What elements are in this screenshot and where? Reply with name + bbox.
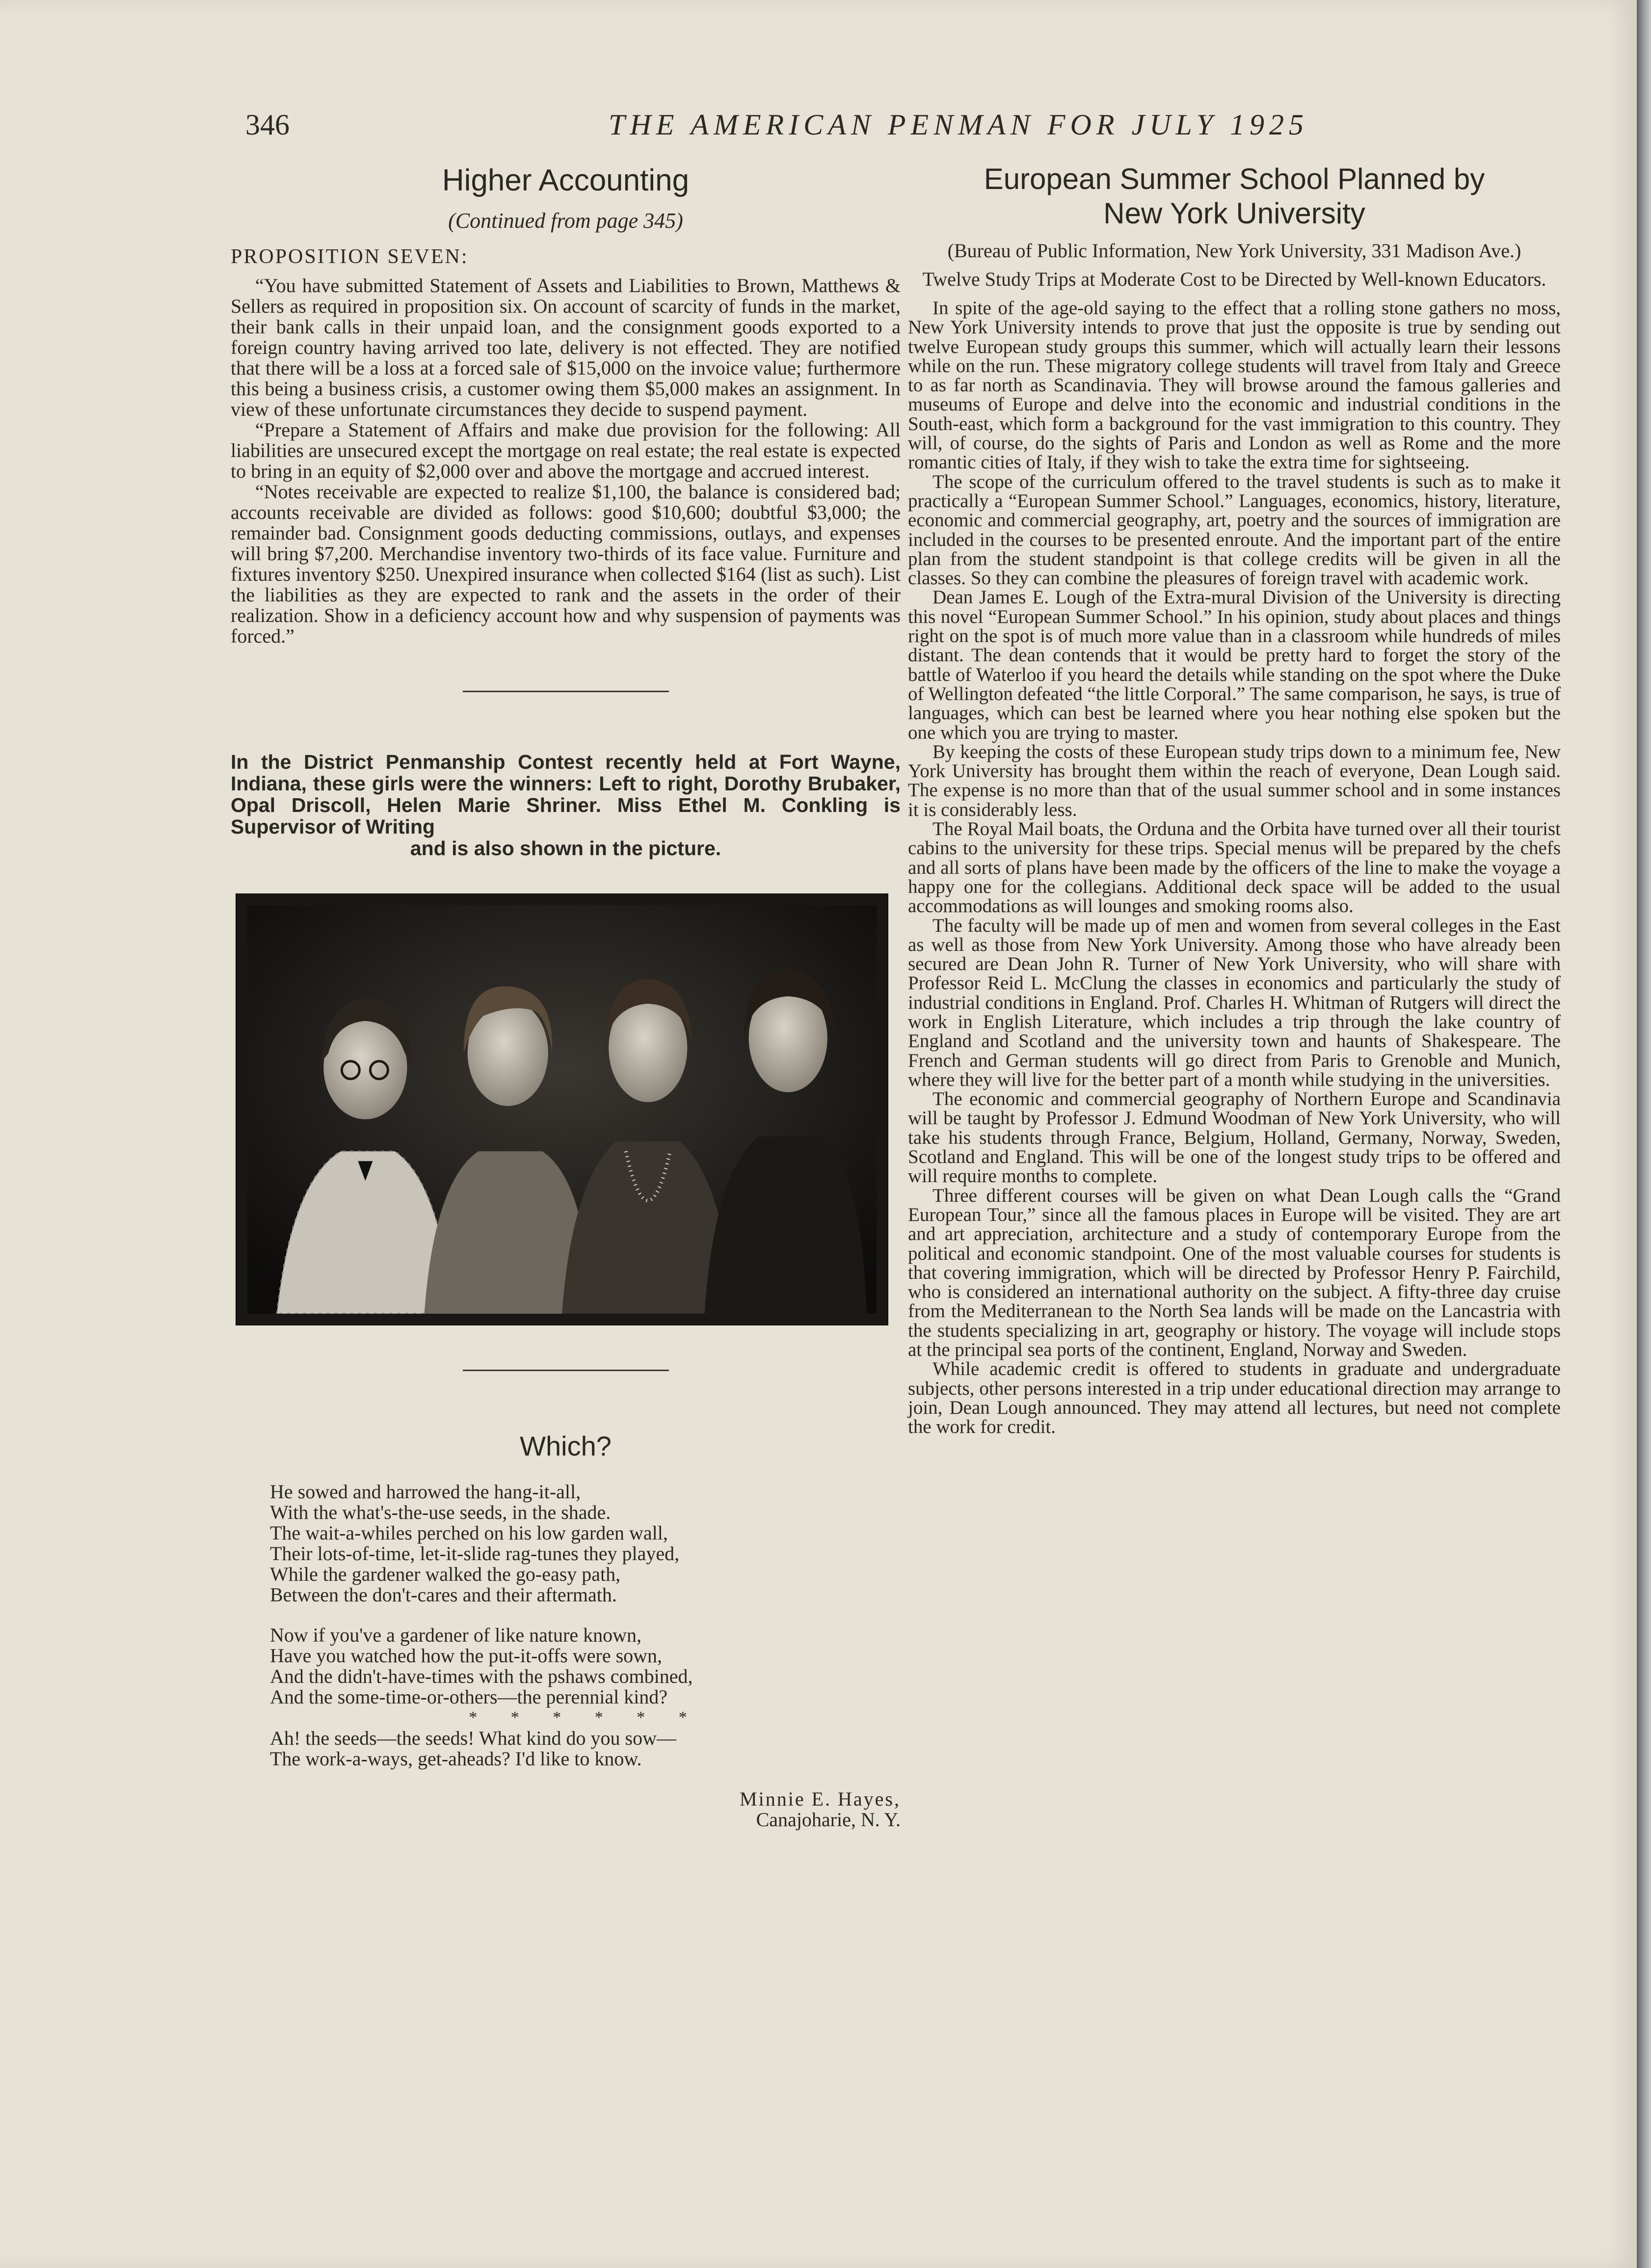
european-paragraph: The Royal Mail boats, the Orduna and the Orbita have turned over all their tourist cabins to the university for these trips. Special menus will be prepared by the chefs and all sorts of plans have been made by the officers of the line to make the voyage a happy one for the collegians. Additional deck space will be added to the usual accommodations as will lounges and smoking rooms also. bbox=[908, 818, 1561, 917]
contest-caption-last: and is also shown in the picture. bbox=[410, 837, 721, 860]
poem-line: And the didn't-have-times with the pshaws combined, bbox=[270, 1665, 693, 1687]
european-title-line: New York University bbox=[1103, 197, 1365, 230]
contest-caption-text: In the District Penmanship Contest recently held at Fort Wayne, Indiana, these girls were the winners: Left to right, Dorothy Brubaker, Opal Driscoll, Helen Marie Shriner. Miss Ethel M. Conkling is Supervisor of Writing bbox=[231, 751, 901, 838]
poem-stanza bbox=[270, 1625, 901, 1707]
right-column bbox=[908, 162, 1561, 1437]
european-paragraph: By keeping the costs of these European study trips down to a minimum fee, New York University has brought them within the reach of everyone, Dean Lough said. The expense is no more than that of the usual summer school and in some instances it is considerably less. bbox=[908, 741, 1561, 820]
poem-author: Minnie E. Hayes, bbox=[740, 1788, 901, 1810]
poem-line: And the some-time-or-others—the perennial kind? bbox=[270, 1686, 668, 1708]
contest-caption bbox=[231, 751, 901, 859]
poem-line: Have you watched how the put-it-offs were sown, bbox=[270, 1645, 663, 1667]
binding-edge bbox=[1637, 0, 1651, 2268]
poem-signature bbox=[270, 1789, 901, 1830]
european-paragraph: Dean James E. Lough of the Extra-mural Division of the University is directing this novel “European Summer School.” In his opinion, study about places and things right on the spot is of much more value than in a classroom while hundreds of miles distant. The dean contends that it would be pretty hard to forget the story of the battle of Waterloo if you heard the details while standing on the spot where the Duke of Wellington defeated “the little Corporal.” The same comparison, he says, is true of languages, which can best be learned where you hear nothing else spoken but the one which you are trying to master. bbox=[908, 587, 1561, 743]
poem-line: The work-a-ways, get-aheads? I'd like to know. bbox=[270, 1748, 642, 1770]
running-header bbox=[245, 108, 1308, 152]
continued-note: (Continued from page 345) bbox=[448, 209, 683, 233]
european-body bbox=[908, 298, 1561, 1437]
accounting-paragraph: “You have submitted Statement of Assets and Liabilities to Brown, Matthews & Sellers as required in proposition six. On account of scarcity of funds in the market, their bank calls in their unpaid loan, and the consignment goods exported to a foreign country having arrived too late, delivery is not effected. They are notified that there will be a loss at a forced sale of $15,000 on the invoice value; furthermore this being a business crisis, a customer owing them $5,000 makes an assignment. In view of these unfortunate circumstances they decide to suspend payment. bbox=[231, 274, 901, 420]
proposition-heading: PROPOSITION SEVEN: bbox=[231, 245, 469, 268]
poem-line: Now if you've a gardener of like nature known, bbox=[270, 1624, 641, 1646]
accounting-title: Higher Accounting bbox=[442, 163, 690, 197]
poem-stanza bbox=[270, 1482, 901, 1605]
poem-line: The wait-a-whiles perched on his low garden wall, bbox=[270, 1522, 668, 1544]
european-paragraph: The economic and commercial geography of Northern Europe and Scandinavia will be taught by Professor J. Edmund Woodman of New York University, who will take his students through France, Belgium, Holland, Germany, Norway, Sweden, Scotland and England. This will be one of the longest study trips to be offered and will require months to complete. bbox=[908, 1088, 1561, 1187]
poem-line: He sowed and harrowed the hang-it-all, bbox=[270, 1481, 581, 1503]
european-paragraph: Three different courses will be given on what Dean Lough calls the “Grand European Tour,” since all the famous places in Europe will be visited. They are art and art appreciation, architecture and a study of contemporary Europe from the political and economic standpoint. One of the most valuable courses for students is that covering immigration, which will be directed by Professor Henry P. Fairchild, who is considered an international authority on the subject. A fifty-three day cruise from the Mediterranean to the North Sea lands will be made on the Lancastria with the students specializing in art, geography or history. The voyage will include stops at the principal sea ports of the continent, England, Norway and Sweden. bbox=[908, 1185, 1561, 1361]
accounting-paragraph: “Prepare a Statement of Affairs and make due provision for the following: All liabilities are unsecured except the mortgage on real estate; the real estate is expected to bring in an equity of $2,000 over and above the mortgage and accrued interest. bbox=[231, 419, 901, 482]
left-column bbox=[231, 162, 901, 1830]
poem-line: While the gardener walked the go-easy path, bbox=[270, 1563, 621, 1585]
poem-title: Which? bbox=[520, 1431, 612, 1461]
european-paragraph: The faculty will be made up of men and women from several colleges in the East as well as those from New York University. Among those who have already been secured are Dean John R. Turner of New York University, who will share with Professor Reid L. McClung the classes in economics and particularly the study of industrial conditions in England. Prof. Charles H. Whitman of Rutgers will direct the work in English Literature, which includes a trip through the lake country of England and Scotland and the university town and haunts of Shakespeare. The French and German students will go direct from Paris to Grenoble and Munich, where they will live for the better part of a month while studying in the universities. bbox=[908, 915, 1561, 1090]
poem-body bbox=[270, 1482, 901, 1830]
accounting-body bbox=[231, 275, 901, 647]
photo-image bbox=[247, 905, 877, 1314]
accounting-paragraph: “Notes receivable are expected to realize $1,100, the balance is considered bad; accounts receivable are divided as follows: good $10,600; doubtful $3,000; the remainder bad. Consignment goods deducting commissions, outlays, and expenses will bring $7,200. Merchandise inventory two-thirds of its face value. Furniture and fixtures inventory $250. Unexpired insurance when collected $164 (list as such). List the liabilities as they are expected to rank and the assets in the order of their realization. Show in a deficiency account how and why suspension of payments was forced.” bbox=[231, 481, 901, 647]
poem-stars: * * * * * * bbox=[469, 1708, 702, 1727]
poem-place: Canajoharie, N. Y. bbox=[756, 1809, 901, 1831]
european-paragraph: The scope of the curriculum offered to the travel students is such as to make it practically a “European Summer School.” Languages, economics, history, literature, economic and commercial geography, art, poetry and the sources of immigration are included in the courses to be presented enroute. And the important part of the entire plan from the student standpoint is that college credits will be given in all the classes. So they can combine the pleasures of foreign travel with academic work. bbox=[908, 471, 1561, 589]
european-deck: Twelve Study Trips at Moderate Cost to be Directed by Well-known Educators. bbox=[922, 268, 1546, 290]
winners-photograph bbox=[236, 893, 888, 1325]
european-paragraph: While academic credit is offered to students in graduate and undergraduate subjects, other persons interested in a trip under educational direction may arrange to join, Dean Lough announced. They may attend all lectures, but need not complete the work for credit. bbox=[908, 1358, 1561, 1438]
european-source: (Bureau of Public Information, New York University, 331 Madison Ave.) bbox=[947, 240, 1521, 262]
poem-line: Their lots-of-time, let-it-slide rag-tunes they played, bbox=[270, 1542, 680, 1565]
page-number: 346 bbox=[245, 108, 290, 141]
section-divider bbox=[463, 691, 669, 692]
european-title-line: European Summer School Planned by bbox=[984, 162, 1485, 195]
poem-line: Between the don't-cares and their aftermath. bbox=[270, 1584, 617, 1606]
poem-line: With the what's-the-use seeds, in the shade. bbox=[270, 1501, 611, 1523]
poem-stanza bbox=[270, 1728, 901, 1769]
european-paragraph: In spite of the age-old saying to the effect that a rolling stone gathers no moss, New York University intends to prove that just the opposite is true by sending out twelve European study groups this summer, which will actually learn their lessons while on the run. These migratory college students will travel from Italy and Greece to as far north as Scandinavia. They will browse around the famous galleries and museums of Europe and delve into the economic and industrial conditions in the South-east, which form a background for the vast immigration to this country. They will, of course, do the sights of Paris and London as well as Rome and the more romantic cities of Italy, if they wish to take the extra time for sightseeing. bbox=[908, 297, 1561, 473]
section-divider bbox=[463, 1370, 669, 1371]
poem-line: Ah! the seeds—the seeds! What kind do you sow— bbox=[270, 1727, 677, 1749]
running-head-title: THE AMERICAN PENMAN FOR JULY 1925 bbox=[609, 108, 1308, 141]
european-title bbox=[908, 162, 1561, 231]
